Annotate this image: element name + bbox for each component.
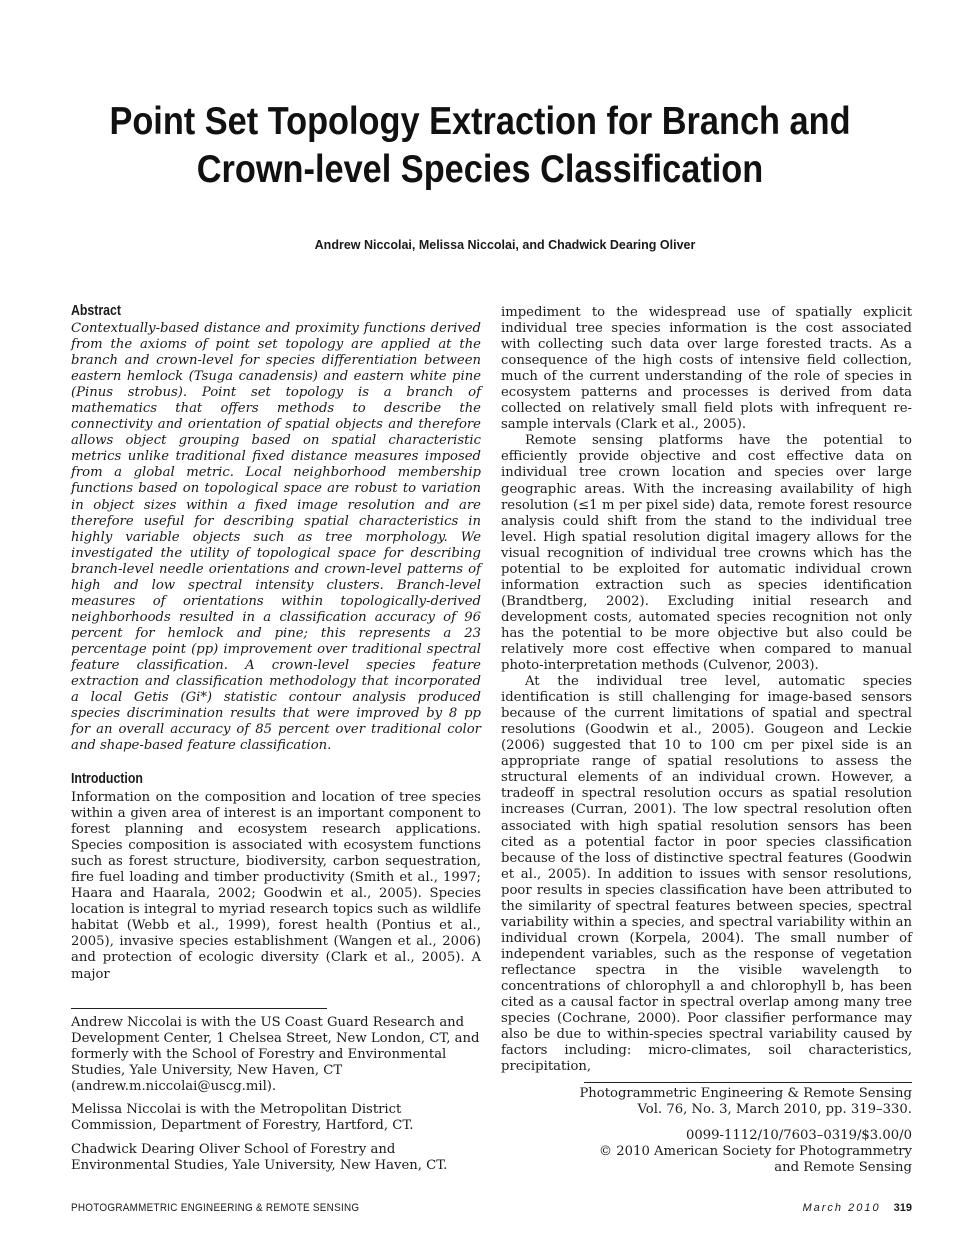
introduction-text: Information on the composition and location of tree species within a given area of interest is an important component to forest planning and ecosystem research applications. Species composition is associated with ecosystem functions such as forest structure, biodiversity, carbon sequestration, fire fuel loading and timber productivity (Smith et al., 1997; Haara and Haarala, 2002; Goodwin et al., 2005). Species location is integral to myriad research topics such as wildlife habitat (Webb et al., 1999), forest health (Pontius et al., 2005), invasive species establishment (Wangen et al., 2006) and protection of ecologic diversity (Clark et al., 2005). A major xyxy=(71,790,481,982)
introduction-heading: Introduction xyxy=(71,771,143,787)
footer-journal: PHOTOGRAMMETRIC ENGINEERING & REMOTE SENSING xyxy=(71,1202,360,1214)
page-number: 319 xyxy=(893,1202,912,1214)
affiliation-divider xyxy=(71,1008,327,1009)
citation-code: 0099-1112/10/7603–0319/$3.00/0 xyxy=(686,1128,912,1143)
author-list: Andrew Niccolai, Melissa Niccolai, and Chadwick Dearing Oliver xyxy=(314,238,696,252)
affiliation-1: Andrew Niccolai is with the US Coast Guard Research and Development Center, 1 Chelsea Street, New London, CT, and formerly with the School of Forestry and Environmental Studies, Yale University, New Haven, CT (andrew.m.niccolai@uscg.mil). xyxy=(71,1015,480,1094)
citation-divider xyxy=(584,1082,912,1083)
footer-date: March 2010 xyxy=(802,1202,881,1214)
body-paragraph-2: Remote sensing platforms have the potential to efficiently provide objective and cost effective data on individual tree crown location and species over large geographic areas. With the increasing availability of high resolution (≤1 m per pixel side) data, remote forest resource analysis could shift from the stand to the individual tree level. High spatial resolution digital imagery allows for the visual recognition of individual tree crowns which has the potential to be exploited for automatic individual crown information extraction such as species identification (Brandtberg, 2002). Excluding initial research and development costs, automated species recognition not only has the potential to be more objective but also could be relatively more cost effective when compared to manual photo-interpretation methods (Culvenor, 2003). xyxy=(501,433,912,674)
affiliation-3: Chadwick Dearing Oliver School of Forestry and Environmental Studies, Yale University, New Haven, CT. xyxy=(71,1142,448,1173)
copyright-block xyxy=(552,1128,912,1176)
right-column xyxy=(501,305,912,1075)
copyright-line-1: © 2010 American Society for Photogrammetry xyxy=(598,1144,912,1159)
body-paragraph-3: At the individual tree level, automatic species identification is still challenging for image-based sensors because of the current limitations of spatial and spectral resolutions (Goodwin et al., 2005). Gougeon and Leckie (2006) suggested that 10 to 100 cm per pixel side is an appropriate range of spatial resolutions to assess the structural elements of an individual crown. However, a tradeoff in spectral resolution occurs as spatial resolution increases (Curran, 2001). The low spectral resolution often associated with high spatial resolution sensors has been cited as a potential factor in poor species classification because of the loss of distinctive spectral features (Goodwin et al., 2005). In addition to issues with sensor resolutions, poor results in species classification have been attributed to the similarity of spectral features between species, spectral variability within a species, and spectral variability within an individual crown (Korpela, 2004). The small number of independent variables, such as the response of vegetation reflectance spectra in the visible wavelength to concentrations of chlorophyll a and chlorophyll b, has been cited as a causal factor in spectral overlap among many tree species (Cochrane, 2000). Poor classifier performance may also be due to within-species spectral variability caused by factors including: micro-climates, soil characteristics, precipitation, xyxy=(501,674,912,1075)
copyright-line-2: and Remote Sensing xyxy=(774,1160,912,1175)
citation-block xyxy=(552,1086,912,1118)
citation-journal: Photogrammetric Engineering & Remote Sensing xyxy=(579,1086,912,1101)
footer-right xyxy=(802,1202,912,1214)
affiliation-2: Melissa Niccolai is with the Metropolitan District Commission, Department of Forestry, Hartford, CT. xyxy=(71,1102,414,1133)
abstract-text: Contextually-based distance and proximity functions derived from the axioms of point set topology are applied at the branch and crown-level for species differentiation between eastern hemlock (Tsuga canadensis) and eastern white pine (Pinus strobus). Point set topology is a branch of mathematics that offers methods to describe the connectivity and orientation of spatial objects and therefore allows object grouping based on spatial characteristic metrics unlike traditional fixed distance measures imposed from a global metric. Local neighborhood membership functions based on topological space are robust to variation in object sizes within a fixed image resolution and are therefore useful for describing spatial characteristics in highly variable objects such as tree morphology. We investigated the utility of topological space for describing branch-level needle orientations and crown-level patterns of high and low spectral intensity clusters. Branch-level measures of orientations within topologically-derived neighborhoods resulted in a classification accuracy of 96 percent for hemlock and pine; this represents a 23 percentage point (pp) improvement over traditional spectral feature classification. A crown-level species feature extraction and classification methodology that incorporated a local Getis (Gi*) statistic contour analysis produced species discrimination results that were improved by 8 pp for an overall accuracy of 85 percent over traditional color and shape-based feature classification. xyxy=(71,321,481,754)
body-paragraph-1: impediment to the widespread use of spatially explicit individual tree species information is the cost associated with collecting such data over large forested tracts. As a consequence of the high costs of intensive field collection, much of the current understanding of the role of species in ecosystem patterns and processes is derived from data collected on relatively small field plots with infrequent re-sample intervals (Clark et al., 2005). xyxy=(501,305,912,433)
paper-title: Point Set Topology Extraction for Branch and Crown-level Species Classification xyxy=(109,100,851,191)
citation-volume: Vol. 76, No. 3, March 2010, pp. 319–330. xyxy=(637,1102,912,1117)
abstract-heading: Abstract xyxy=(71,303,122,319)
